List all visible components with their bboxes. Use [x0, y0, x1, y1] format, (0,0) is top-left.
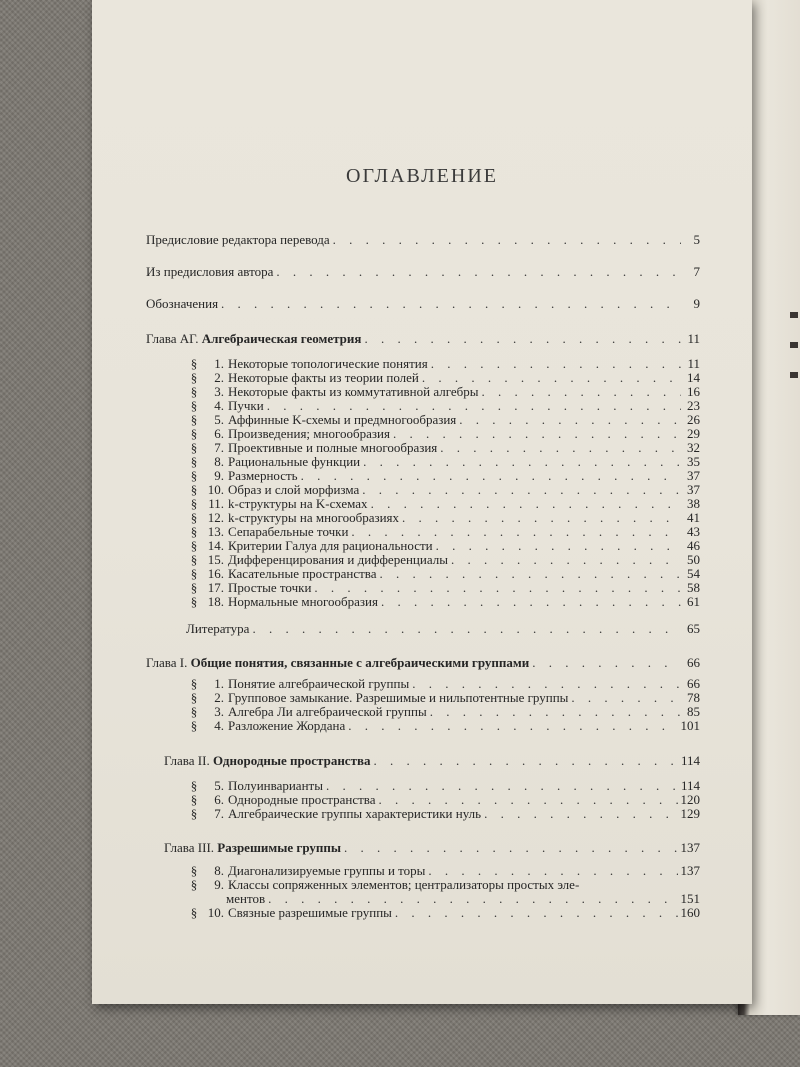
page-number: 129: [680, 806, 700, 821]
section-entry: [186, 385, 700, 399]
section-entry: [186, 705, 700, 719]
dot-leader: [276, 265, 681, 279]
section-entry: [186, 677, 700, 691]
dot-leader: [451, 553, 681, 567]
section-entry: [186, 539, 700, 553]
section-number: 18.: [207, 594, 224, 609]
section-title: Алгебра Ли алгебраической группы: [228, 704, 427, 719]
section-entry: [186, 793, 700, 807]
chapter-label: Глава III.: [164, 840, 215, 855]
section-entry: [186, 595, 700, 609]
dot-leader: [422, 371, 681, 385]
section-mark: §: [190, 778, 198, 793]
section-title: Критерии Галуа для рациональности: [228, 538, 433, 553]
dot-leader: [252, 622, 681, 636]
chapter-heading: [146, 332, 700, 346]
book-page: [92, 0, 752, 1004]
page-number: 29: [687, 426, 700, 441]
page-number: 37: [687, 482, 700, 497]
section-title: Связные разрешимые группы: [228, 905, 392, 920]
chapter-label: Глава I.: [146, 655, 188, 670]
section-entry: [186, 807, 700, 821]
page-number: 23: [687, 398, 700, 413]
section-number: 6.: [214, 792, 224, 807]
page-number: 26: [687, 412, 700, 427]
dot-leader: [402, 511, 681, 525]
section-number: 9.: [214, 468, 224, 483]
literature-title: Литература: [186, 621, 250, 636]
section-title: Простые точки: [228, 580, 312, 595]
section-title: Рациональные функции: [228, 454, 361, 469]
section-title: Диагонализируемые группы и торы: [228, 863, 426, 878]
section-number: 17.: [207, 580, 224, 595]
page-number: 85: [687, 704, 700, 719]
section-number: 7.: [214, 440, 224, 455]
page-number: 114: [680, 753, 700, 768]
section-title: Сепарабельные точки: [228, 524, 349, 539]
page-number: 16: [687, 384, 700, 399]
section-mark: §: [190, 676, 198, 691]
section-title: Однородные пространства: [228, 792, 376, 807]
section-mark: §: [190, 718, 198, 733]
section-number: 6.: [214, 426, 224, 441]
section-entry-continuation: [226, 892, 700, 906]
section-entry: [186, 581, 700, 595]
section-entry: [186, 779, 700, 793]
page-number: 41: [687, 510, 700, 525]
toc-entry: [146, 265, 700, 279]
entry-title: Обозначения: [146, 296, 219, 311]
dot-leader: [314, 581, 681, 595]
section-mark: §: [190, 806, 198, 821]
page-number: 37: [687, 468, 700, 483]
section-mark: §: [190, 370, 198, 385]
page-number: 14: [687, 370, 700, 385]
dot-leader: [362, 483, 681, 497]
dot-leader: [436, 539, 681, 553]
section-mark: §: [190, 877, 198, 892]
section-entry: [186, 864, 700, 878]
dot-leader: [351, 525, 681, 539]
section-number: 10.: [207, 482, 224, 497]
entry-title: Предисловие редактора перевода: [146, 232, 330, 247]
section-entry: [186, 691, 700, 705]
page-number: 54: [687, 566, 700, 581]
section-number: 3.: [214, 704, 224, 719]
section-number: 3.: [214, 384, 224, 399]
section-number: 1.: [214, 356, 224, 371]
dot-leader: [532, 656, 681, 670]
literature-entry: [186, 622, 700, 636]
chapter-name: Однородные пространства: [212, 753, 371, 768]
section-title: Классы сопряженных элементов; централизаторы простых эле-: [228, 877, 580, 892]
section-entry: [186, 878, 700, 892]
section-entry: [186, 483, 700, 497]
dot-leader: [380, 567, 681, 581]
dot-leader: [364, 332, 681, 346]
section-mark: §: [190, 384, 198, 399]
section-entry: [186, 399, 700, 413]
section-number: 2.: [214, 370, 224, 385]
section-entry: [186, 567, 700, 581]
section-number: 1.: [214, 676, 224, 691]
page-number: 160: [680, 905, 700, 920]
section-title: Некоторые топологические понятия: [228, 356, 428, 371]
dot-leader: [431, 357, 681, 371]
section-entry: [186, 427, 700, 441]
section-entry: [186, 906, 700, 920]
dot-leader: [348, 719, 677, 733]
section-title: Понятие алгебраической группы: [228, 676, 410, 691]
section-title: Дифференцирования и дифференциалы: [228, 552, 448, 567]
section-title: Некоторые факты из коммутативной алгебры: [228, 384, 479, 399]
chapter-label: Глава II.: [164, 753, 210, 768]
dot-leader: [428, 864, 677, 878]
dot-leader: [268, 892, 677, 906]
toc-entry: [146, 297, 700, 311]
chapter-label: Глава АГ.: [146, 331, 199, 346]
section-number: 8.: [214, 454, 224, 469]
section-entry: [186, 553, 700, 567]
chapter-heading: [164, 754, 700, 768]
section-mark: §: [190, 690, 198, 705]
dot-leader: [221, 297, 681, 311]
section-entry: [186, 719, 700, 733]
section-number: 5.: [214, 412, 224, 427]
section-title: Алгебраические группы характеристики нуль: [228, 806, 482, 821]
entry-title: Из предисловия автора: [146, 264, 274, 279]
section-number: 15.: [207, 552, 224, 567]
section-mark: §: [190, 704, 198, 719]
dot-leader: [373, 754, 677, 768]
section-mark: §: [190, 398, 198, 413]
chapter-name: Алгебраическая геометрия: [201, 331, 362, 346]
section-entry: [186, 511, 700, 525]
chapter-heading: [146, 656, 700, 670]
section-mark: §: [190, 496, 198, 511]
page-number: 50: [687, 552, 700, 567]
dot-leader: [326, 779, 678, 793]
dot-leader: [363, 455, 681, 469]
chapter-title: [164, 754, 370, 768]
dot-leader: [344, 841, 677, 855]
page-title: ОГЛАВЛЕНИЕ: [346, 165, 498, 187]
section-mark: §: [190, 356, 198, 371]
dot-leader: [440, 441, 681, 455]
section-mark: §: [190, 524, 198, 539]
section-number: 5.: [214, 778, 224, 793]
section-number: 9.: [214, 877, 224, 892]
page-number: 46: [687, 538, 700, 553]
dot-leader: [395, 906, 678, 920]
page-number: 5: [693, 232, 700, 247]
section-mark: §: [190, 580, 198, 595]
section-mark: §: [190, 510, 198, 525]
dot-leader: [571, 691, 681, 705]
section-title: Аффинные K-схемы и предмногообразия: [228, 412, 457, 427]
section-mark: §: [190, 552, 198, 567]
section-number: 2.: [214, 690, 224, 705]
dot-leader: [484, 807, 677, 821]
page-number: 11: [687, 331, 700, 346]
section-entry: [186, 455, 700, 469]
section-title: Пучки: [228, 398, 264, 413]
page-number: 101: [680, 718, 700, 733]
section-mark: §: [190, 594, 198, 609]
section-mark: §: [190, 440, 198, 455]
page-number: 32: [687, 440, 700, 455]
section-title: k-структуры на многообразиях: [228, 510, 400, 525]
page-number: 61: [687, 594, 700, 609]
chapter-name: Общие понятия, связанные с алгебраическими группами: [190, 655, 530, 670]
section-mark: §: [190, 412, 198, 427]
chapter-title: [164, 841, 341, 855]
page-number: 11: [687, 356, 700, 371]
section-title: Групповое замыкание. Разрешимые и нильпотентные группы: [228, 690, 569, 705]
dot-leader: [267, 399, 681, 413]
section-entry: [186, 371, 700, 385]
section-title: Нормальные многообразия: [228, 594, 378, 609]
page-number: 137: [680, 840, 700, 855]
page-number: 43: [687, 524, 700, 539]
dot-leader: [381, 595, 681, 609]
section-title: Некоторые факты из теории полей: [228, 370, 419, 385]
toc-entry: [146, 233, 700, 247]
page-number: 7: [693, 264, 700, 279]
section-number: 16.: [207, 566, 224, 581]
section-entry: [186, 357, 700, 371]
page-number: 137: [680, 863, 700, 878]
page-number: 114: [680, 778, 700, 793]
section-mark: §: [190, 792, 198, 807]
section-number: 12.: [207, 510, 224, 525]
section-mark: §: [190, 905, 198, 920]
section-title: Полуинварианты: [228, 778, 323, 793]
section-number: 11.: [208, 496, 224, 511]
dot-leader: [393, 427, 681, 441]
section-title: Образ и слой морфизма: [228, 482, 360, 497]
section-mark: §: [190, 538, 198, 553]
section-entry: [186, 497, 700, 511]
section-number: 7.: [214, 806, 224, 821]
section-entry: [186, 441, 700, 455]
section-title-continuation: ментов: [226, 891, 266, 906]
page-number: 66: [687, 676, 700, 691]
section-mark: §: [190, 863, 198, 878]
dot-leader: [333, 233, 681, 247]
chapter-title: [146, 332, 361, 346]
page-number: 66: [687, 655, 700, 670]
page-number: 65: [687, 621, 700, 636]
chapter-heading: [164, 841, 700, 855]
dot-leader: [371, 497, 681, 511]
section-mark: §: [190, 468, 198, 483]
page-number: 35: [687, 454, 700, 469]
section-number: 14.: [207, 538, 224, 553]
section-title: Проективные и полные многообразия: [228, 440, 438, 455]
section-title: Размерность: [228, 468, 298, 483]
section-title: Касательные пространства: [228, 566, 377, 581]
dot-leader: [430, 705, 681, 719]
dot-leader: [481, 385, 681, 399]
page-number: 120: [680, 792, 700, 807]
section-title: k-структуры на K-схемах: [228, 496, 368, 511]
section-mark: §: [190, 566, 198, 581]
section-title: Разложение Жордана: [228, 718, 346, 733]
section-number: 8.: [214, 863, 224, 878]
section-title: Произведения; многообразия: [228, 426, 390, 441]
section-entry: [186, 469, 700, 483]
chapter-title: [146, 656, 529, 670]
page-number: 78: [687, 690, 700, 705]
section-entry: [186, 525, 700, 539]
section-mark: §: [190, 454, 198, 469]
section-mark: §: [190, 426, 198, 441]
section-entry: [186, 413, 700, 427]
page-number: 38: [687, 496, 700, 511]
page-number: 151: [680, 891, 700, 906]
section-number: 4.: [214, 398, 224, 413]
page-number: 58: [687, 580, 700, 595]
section-mark: §: [190, 482, 198, 497]
page-number: 9: [693, 296, 700, 311]
chapter-name: Разрешимые группы: [217, 840, 342, 855]
dot-leader: [412, 677, 681, 691]
section-number: 13.: [207, 524, 224, 539]
dot-leader: [459, 413, 681, 427]
section-number: 10.: [207, 905, 224, 920]
dot-leader: [379, 793, 678, 807]
dot-leader: [301, 469, 681, 483]
section-number: 4.: [214, 718, 224, 733]
